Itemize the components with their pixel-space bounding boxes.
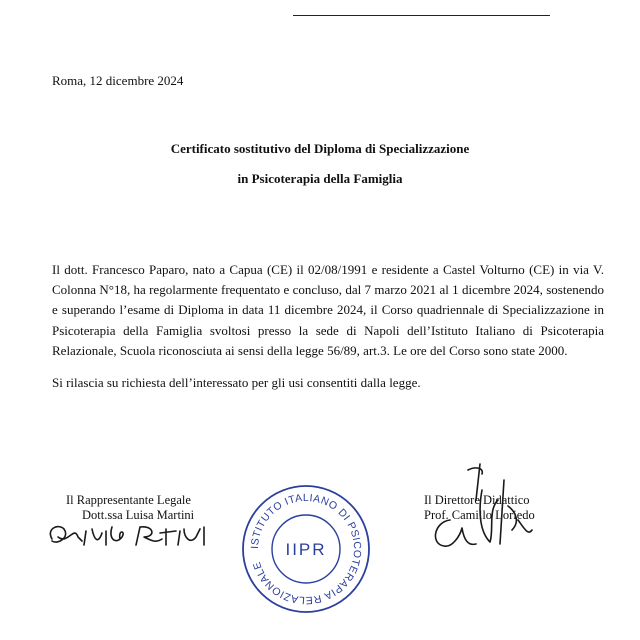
certificate-subtitle: in Psicoterapia della Famiglia [237,171,403,186]
didactic-director-name: Prof. Camillo Loriedo [424,508,535,522]
certificate-title: Certificato sostitutivo del Diploma di Specializzazione [170,141,470,156]
legal-representative-name: Dott.ssa Luisa Martini [82,508,195,522]
institute-stamp [240,483,372,615]
top-divider [293,15,550,16]
stamp-initials: IIPR [285,540,327,559]
stamp-ring-text: ISTITUTO ITALIANO DI PSICOTERAPIA RELAZIONALE [248,491,364,607]
didactic-director-role: Il Direttore Didattico [424,493,530,507]
place-date: Roma, 12 dicembre 2024 [52,73,184,88]
didactic-director-signature [420,460,540,560]
certificate-body: Il dott. Francesco Paparo, nato a Capua (CE) il 02/08/1991 e residente a Castel Volturno (CE) in via V. Colonna N°18, ha regolarmente frequentato e concluso, dal 7 marzo 2021 al 1 dicembre 2024, sostenendo e superando l’esame di Diploma in data 11 dicembre 2024, il Corso quadriennale di Specializzazione in Psicoterapia della Famiglia svoltosi presso la sede di Napoli dell’Istituto Italiano di Psicoterapia Relazionale, Scuola riconosciuta ai sensi della legge 56/89, art.3. Le ore del Corso sono state 2000. [52,262,604,358]
legal-representative-signature [44,515,214,551]
legal-representative-role: Il Rappresentante Legale [66,493,191,507]
closing-statement: Si rilascia su richiesta dell’interessato per gli usi consentiti dalla legge. [52,375,421,390]
